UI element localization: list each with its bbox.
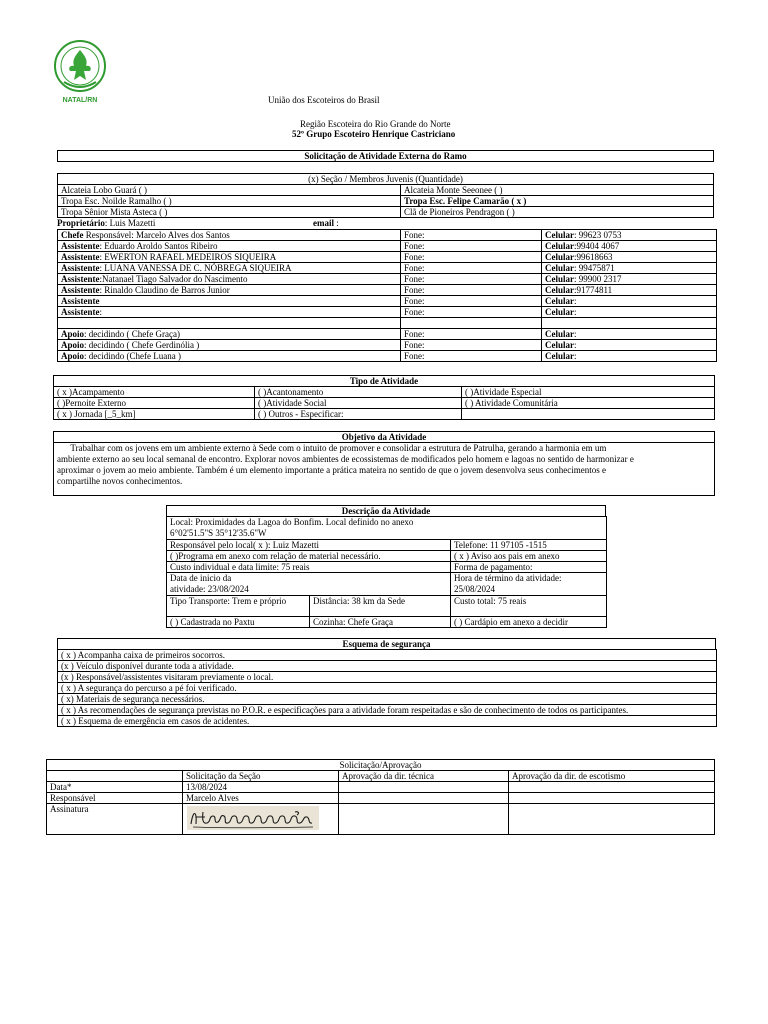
seguranca-item[interactable]: ( x ) A segurança do percurso a pé foi verificado. <box>58 683 717 694</box>
data-inicio-value: atividade: 23/08/2024 <box>170 584 249 594</box>
equipe-name: : LUANA VANESSA DE C. NÓBREGA SIQUEIRA <box>99 263 292 273</box>
equipe-role: Apoio <box>61 340 85 350</box>
equipe-name-cell <box>58 252 401 263</box>
hora-termino-label: Hora de término da atividade: <box>454 573 562 583</box>
equipe-row <box>58 307 717 318</box>
celular-value: : <box>574 340 577 350</box>
proprietario-label: Proprietário <box>57 218 105 228</box>
org-name: União dos Escoteiros do Brasil <box>268 95 380 105</box>
celular-value: : <box>574 296 577 306</box>
equipe-fone: Fone: <box>401 307 542 318</box>
equipe-name-cell <box>58 340 401 351</box>
equipe-role: Assistente <box>61 296 100 306</box>
email-value: : <box>334 218 339 228</box>
cozinha: Cozinha: Chefe Graça <box>310 617 451 628</box>
seguranca-item[interactable]: ( x ) Esquema de emergência em casos de acidentes. <box>58 716 717 727</box>
descricao-local <box>167 517 607 540</box>
equipe-name-cell <box>58 329 401 340</box>
equipe-celular <box>542 230 717 241</box>
seguranca-item[interactable]: ( x ) Acompanha caixa de primeiros socorros. <box>58 650 717 661</box>
celular-value: :99404 4067 <box>574 241 620 251</box>
equipe-row <box>58 296 717 307</box>
equipe-name-cell <box>58 230 401 241</box>
telefone: Telefone: 11 97105 -1515 <box>451 540 607 551</box>
seguranca-item[interactable]: ( x ) As recomendações de segurança previstas no P.O.R. e especificações para a atividade foram respeitadas e são de conhecimento de todos os participantes. <box>58 705 717 716</box>
celular-value: : <box>574 351 577 361</box>
celular-value: : <box>574 329 577 339</box>
aprovacao-header: Solicitação da Seção <box>183 771 339 782</box>
equipe-row <box>58 351 717 362</box>
secao-cell: Tropa Esc. Felipe Camarão ( x ) <box>401 196 714 207</box>
celular-label: Celular <box>545 285 574 295</box>
aprovacao-title: Solicitação/Aprovação <box>47 760 715 771</box>
secao-cell: Tropa Esc. Noilde Ramalho ( ) <box>58 196 401 207</box>
hora-termino-value: 25/08/2024 <box>454 584 496 594</box>
equipe-name-cell <box>58 241 401 252</box>
local-coords: 6°02'51.5"S 35°12'35.6"W <box>170 528 267 538</box>
custo-individual: Custo individual e data limite: 75 reais <box>167 562 451 573</box>
seguranca-title: Esquema de segurança <box>57 638 716 650</box>
equipe-role: Assistente <box>61 241 100 251</box>
aprovacao-cell: Marcelo Alves <box>183 793 339 804</box>
equipe-fone: Fone: <box>401 252 542 263</box>
aprovacao-header: Aprovação da dir. técnica <box>339 771 509 782</box>
equipe-name-cell <box>58 307 401 318</box>
tipo-title: Tipo de Atividade <box>53 375 715 387</box>
equipe-row <box>58 230 717 241</box>
custo-total: Custo total: 75 reais <box>451 596 607 617</box>
cardapio[interactable]: ( ) Cardápio em anexo a decidir <box>451 617 607 628</box>
equipe-celular <box>542 285 717 296</box>
tipo-option[interactable]: ( ) Atividade Comunitária <box>462 398 715 409</box>
seguranca-row <box>58 661 717 672</box>
equipe-fone: Fone: <box>401 351 542 362</box>
aprovacao-cell[interactable] <box>339 804 509 835</box>
secao-title: (x) Seção / Membros Juvenis (Quantidade) <box>58 174 714 185</box>
seguranca-row <box>58 650 717 661</box>
celular-value: :99618663 <box>574 252 613 262</box>
distancia: Distância: 38 km da Sede <box>310 596 451 617</box>
equipe-name: : <box>99 307 103 317</box>
equipe-celular <box>542 263 717 274</box>
forma-pagamento: Forma de pagamento: <box>451 562 607 573</box>
descricao-table <box>166 516 607 628</box>
equipe-role: Apoio <box>61 329 85 339</box>
cadastrada-paxtu[interactable]: ( ) Cadastrada no Paxtu <box>167 617 310 628</box>
objetivo-line: Trabalhar com os jovens em um ambiente externo à Sede com o intuito de promover e consolidar a estrutura de Patrulha, gerando a harmonia em um <box>57 443 607 453</box>
tipo-transporte: Tipo Transporte: Trem e próprio <box>167 596 310 617</box>
secao-cell: Tropa Sênior Mista Asteca ( ) <box>58 207 401 218</box>
seguranca-row <box>58 705 717 716</box>
equipe-fone: Fone: <box>401 263 542 274</box>
aviso-pais[interactable]: ( x ) Aviso aos pais em anexo <box>451 551 607 562</box>
celular-label: Celular <box>545 340 574 350</box>
seguranca-row <box>58 672 717 683</box>
objetivo-line: ambiente externo ao seu local semanal de encontro. Explorar novos ambientes de ecossistemas de modificados pelo homem e lagoas no sentido de harmonizar e <box>57 454 634 464</box>
tipo-option[interactable]: ( )Acantonamento <box>255 387 462 398</box>
signature-cell <box>183 804 339 835</box>
equipe-fone: Fone: <box>401 241 542 252</box>
celular-value: :91774811 <box>574 285 613 295</box>
objetivo-title: Objetivo da Atividade <box>53 431 715 443</box>
equipe-fone: Fone: <box>401 340 542 351</box>
equipe-name-cell <box>58 318 401 329</box>
equipe-celular <box>542 296 717 307</box>
equipe-name-cell <box>58 263 401 274</box>
seguranca-item[interactable]: ( x) Materiais de segurança necessários. <box>58 694 717 705</box>
tipo-table <box>53 386 715 420</box>
equipe-name: : decidindo (Chefe Luana ) <box>84 351 181 361</box>
celular-value: : 99623 0753 <box>574 230 622 240</box>
equipe-name: : Eduardo Aroldo Santos Ribeiro <box>99 241 218 251</box>
equipe-role: Chefe <box>61 230 84 240</box>
form-title: Solicitação de Atividade Externa do Ramo <box>57 150 714 162</box>
aprovacao-cell: Data* <box>47 782 183 793</box>
equipe-name-cell <box>58 274 401 285</box>
proprietario-value: : Luis Mazetti <box>104 218 156 228</box>
celular-label: Celular <box>545 230 574 240</box>
aprovacao-cell[interactable] <box>509 782 715 793</box>
descricao-title: Descrição da Atividade <box>166 505 606 517</box>
tipo-option <box>462 409 715 420</box>
equipe-row <box>58 252 717 263</box>
equipe-role: Apoio <box>61 351 85 361</box>
celular-label: Celular <box>545 296 574 306</box>
seguranca-row <box>58 683 717 694</box>
celular-value: : 99475871 <box>574 263 615 273</box>
tipo-option[interactable]: ( x )Acampamento <box>54 387 255 398</box>
celular-label: Celular <box>545 307 574 317</box>
aprovacao-cell[interactable] <box>339 782 509 793</box>
seguranca-item[interactable]: (x ) Veículo disponível durante toda a atividade. <box>58 661 717 672</box>
tipo-option[interactable]: ( )Atividade Especial <box>462 387 715 398</box>
aprovacao-cell[interactable] <box>509 793 715 804</box>
equipe-table <box>57 229 717 362</box>
seguranca-table <box>57 649 717 727</box>
equipe-fone <box>401 318 542 329</box>
equipe-fone: Fone: <box>401 296 542 307</box>
equipe-role: Assistente <box>61 252 100 262</box>
equipe-name-cell <box>58 351 401 362</box>
equipe-name-cell <box>58 296 401 307</box>
objetivo-line: aproximar o jovem ao meio ambiente. Também é um elemento importante a prática mateira no sentido de que o jovem desenvolva seus conhecimentos e <box>57 465 607 475</box>
objetivo-text <box>53 442 715 496</box>
celular-label: Celular <box>545 263 574 273</box>
equipe-row <box>58 263 717 274</box>
equipe-name: Responsável: Marcelo Alves dos Santos <box>83 230 230 240</box>
local-line: Local: Proximidades da Lagoa do Bonfim. Local definido no anexo <box>170 517 414 527</box>
equipe-name: : decidindo ( Chefe Gerdinólia ) <box>84 340 200 350</box>
data-inicio <box>167 573 451 596</box>
proprietario-line <box>57 218 155 228</box>
equipe-row <box>58 241 717 252</box>
equipe-celular <box>542 329 717 340</box>
equipe-celular <box>542 274 717 285</box>
programa-anexo[interactable]: ( )Programa em anexo com relação de material necessário. <box>167 551 451 562</box>
equipe-role: Assistente <box>61 274 100 284</box>
equipe-fone: Fone: <box>401 329 542 340</box>
equipe-celular <box>542 241 717 252</box>
equipe-celular <box>542 351 717 362</box>
aprovacao-header: Aprovação da dir. de escotismo <box>509 771 715 782</box>
aprovacao-table <box>46 759 715 835</box>
aprovacao-cell: Responsável <box>47 793 183 804</box>
equipe-fone: Fone: <box>401 285 542 296</box>
tipo-option[interactable]: ( ) Outros - Especificar: <box>255 409 462 420</box>
data-inicio-label: Data de inicio da <box>170 573 232 583</box>
region-name: Região Escoteira do Rio Grande do Norte <box>300 119 451 129</box>
equipe-row <box>58 274 717 285</box>
aprovacao-cell: 13/08/2024 <box>183 782 339 793</box>
handwritten-signature <box>183 804 339 832</box>
celular-label: Celular <box>545 252 574 262</box>
seguranca-item[interactable]: (x ) Responsável/assistentes visitaram previamente o local. <box>58 672 717 683</box>
celular-label: Celular <box>545 241 574 251</box>
equipe-row <box>58 318 717 329</box>
secao-cell: Alcateia Lobo Guará ( ) <box>58 185 401 196</box>
equipe-name: : decidindo ( Chefe Graça) <box>84 329 180 339</box>
svg-text:NATAL/RN: NATAL/RN <box>62 97 98 104</box>
scout-group-logo <box>42 38 118 106</box>
equipe-name: :Natanael Tiago Salvador do Nascimento <box>99 274 248 284</box>
secao-table <box>57 173 714 218</box>
seguranca-row <box>58 716 717 727</box>
equipe-row <box>58 285 717 296</box>
equipe-fone: Fone: <box>401 274 542 285</box>
equipe-row <box>58 340 717 351</box>
tipo-option[interactable]: ( x ) Jornada [_5_km] <box>54 409 255 420</box>
equipe-celular <box>542 340 717 351</box>
email-label: email <box>313 218 334 228</box>
secao-cell: Clã de Pioneiros Pendragon ( ) <box>401 207 714 218</box>
equipe-role: Assistente <box>61 307 100 317</box>
equipe-name: : Rinaldo Claudino de Barros Junior <box>99 285 230 295</box>
aprovacao-cell: Assinatura <box>47 804 183 835</box>
celular-label: Celular <box>545 351 574 361</box>
aprovacao-cell[interactable] <box>509 804 715 835</box>
group-name: 52º Grupo Escoteiro Henrique Castriciano <box>292 129 456 139</box>
equipe-fone: Fone: <box>401 230 542 241</box>
celular-label: Celular <box>545 329 574 339</box>
secao-cell: Alcateia Monte Seeonee ( ) <box>401 185 714 196</box>
equipe-name-cell <box>58 285 401 296</box>
equipe-row <box>58 329 717 340</box>
celular-label: Celular <box>545 274 574 284</box>
objetivo-line: compartilhe novos conhecimentos. <box>57 476 183 486</box>
equipe-role: Assistente <box>61 285 100 295</box>
equipe-celular <box>542 252 717 263</box>
equipe-name: : EWERTON RAFAEL MEDEIROS SIQUEIRA <box>99 252 277 262</box>
hora-termino <box>451 573 607 596</box>
celular-value: : <box>574 307 577 317</box>
aprovacao-cell[interactable] <box>339 793 509 804</box>
responsavel-local: Responsável pelo local( x ): Luiz Mazetti <box>167 540 451 551</box>
equipe-celular <box>542 318 717 329</box>
aprovacao-header <box>47 771 183 782</box>
equipe-celular <box>542 307 717 318</box>
email-line <box>313 218 339 228</box>
tipo-option[interactable]: ( )Atividade Social <box>255 398 462 409</box>
tipo-option[interactable]: ( )Pernoite Externo <box>54 398 255 409</box>
celular-value: : 99900 2317 <box>574 274 622 284</box>
seguranca-row <box>58 694 717 705</box>
equipe-role: Assistente <box>61 263 100 273</box>
